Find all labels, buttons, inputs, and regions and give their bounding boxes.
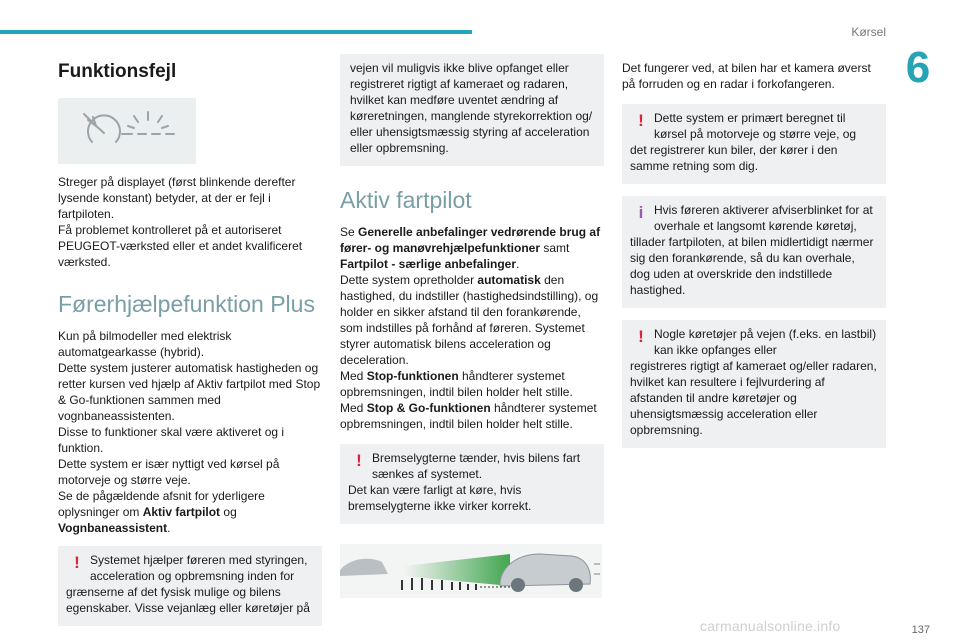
info-icon: i (638, 203, 644, 222)
warning-note-highways (622, 104, 886, 184)
acc-system-text: Dette system opretholder automatisk den hastighed, du indstiller (hastighedsindstilling), og holder en sikker afstand til den forankørende, som indstilles på forhånd af føreren. Systemet styrer automatisk bilens acceleration og deceleration. (340, 273, 599, 367)
warning-note-system-rest: grænserne af det fysisk mulige og bilens egenskaber. Visse vejanlæg eller køretøjer på (66, 585, 310, 615)
warning-icon: ! (638, 327, 644, 346)
chapter-number: 6 (905, 43, 931, 92)
plus-paragraph-1: Kun på bilmodeller med elektrisk automatgearkasse (hybrid). (58, 329, 232, 359)
plus-paragraph-2: Dette system justerer automatisk hastigheden og retter kursen ved hjælp af Aktiv fartpilot med Stop & Go-funktionen sammen med vognbaneassistenten. (58, 361, 321, 423)
fault-paragraph-2: Få problemet kontrolleret på et autoriseret PEUGEOT-værksted eller et andet kvalificeret værksted. (58, 223, 303, 269)
watermark: carmanualsonline.info (700, 618, 841, 634)
camera-radar-intro: Det fungerer ved, at bilen har et kamera øverst på forruden og en radar i forkofangeren. (622, 61, 871, 91)
warning-note-detection-rest: registreres rigtigt af kameraet og/eller radaren, hvilket kan resultere i fejlvurdering af afstanden til andre køretøjer og uhensigtsmæssig acceleration eller opbremsning. (630, 359, 877, 437)
acc-see-also: Se Generelle anbefalinger vedrørende brug af fører- og manøvrehjælpefunktioner samt Fartpilot - særlige anbefalinger. (340, 225, 601, 271)
warning-note-continued-text: vejen vil muligvis ikke blive opfanget eller registreret rigtigt af kameraet og radaren, hvilket kan medføre uventet ændring af køreretningen, manglende styrekorrektion og/ eller uhensigtsmæssig styring af acceleration eller opbremsning. (350, 61, 593, 155)
warning-note-detection (622, 320, 886, 448)
link-aktiv-fartpilot: Aktiv fartpilot (142, 505, 221, 519)
acc-heading: Aktiv fartpilot (340, 187, 472, 213)
warning-icon: ! (638, 111, 644, 130)
warning-note-brakelights-first: Bremselygterne tænder, hvis bilens fart sænkes af systemet. (372, 451, 581, 481)
section-title: Kørsel (851, 25, 886, 39)
warning-note-highways-first: Dette system er primært beregnet til kørsel på motorveje og større veje, og (654, 111, 857, 141)
column-left (58, 54, 322, 626)
info-note-overtaking (622, 196, 886, 308)
warning-note-highways-rest: det registrerer kun biler, der kører i den samme retning som dig. (630, 143, 838, 173)
info-note-overtaking-first: Hvis føreren aktiverer afviserblinket for at overhale et langsomt kørende køretøj, (654, 203, 873, 233)
warning-note-brakelights-rest: Det kan være farligt at køre, hvis bremselygterne ikke virker korrekt. (348, 483, 532, 513)
plus-paragraph-5: Se de pågældende afsnit for yderligere oplysninger om Aktiv fartpilot og Vognbaneassistent. (58, 489, 265, 535)
warning-note-system-first: Systemet hjælper føreren med styringen, acceleration og opbremsning inden for (90, 553, 308, 583)
plus-paragraph-4: Dette system er især nyttigt ved kørsel på motorveje og større veje. (58, 457, 280, 487)
acc-distance-illustration (340, 544, 602, 598)
warning-note-brakelights (340, 444, 604, 524)
plus-paragraph-3: Disse to funktioner skal være aktiveret og i funktion. (58, 425, 285, 455)
column-middle (340, 54, 604, 598)
info-note-overtaking-rest: tillader fartpiloten, at bilen midlertidigt nærmer sig den forankørende, så du kan overhale, dog uden at overskride den indstillede hastighed. (630, 235, 874, 297)
column-right (622, 60, 886, 448)
plus-heading: Førerhjælpefunktion Plus (58, 291, 315, 317)
header-accent-bar (0, 30, 472, 34)
page-number: 137 (911, 624, 930, 636)
acc-stop-text: Med Stop-funktionen håndterer systemet opbremsningen, indtil bilen holder helt stille. (340, 369, 573, 399)
warning-icon: ! (356, 451, 362, 470)
warning-icon: ! (74, 553, 80, 572)
warning-note-system (58, 546, 322, 626)
link-vognbaneassistent: Vognbaneassistent (58, 521, 168, 535)
fault-paragraph-1: Streger på displayet (først blinkende derefter lysende konstant) betyder, at der er fejl i fartpiloten. (58, 175, 296, 221)
warning-note-continued (340, 54, 604, 166)
warning-note-detection-first: Nogle køretøjer på vejen (f.eks. en lastbil) kan ikke opfanges eller (654, 327, 877, 357)
fault-heading: Funktionsfejl (58, 61, 177, 82)
acc-stopgo-text: Med Stop & Go-funktionen håndterer systemet opbremsningen, indtil bilen holder helt stille. (340, 401, 597, 431)
cruise-control-fault-icon (58, 98, 196, 164)
